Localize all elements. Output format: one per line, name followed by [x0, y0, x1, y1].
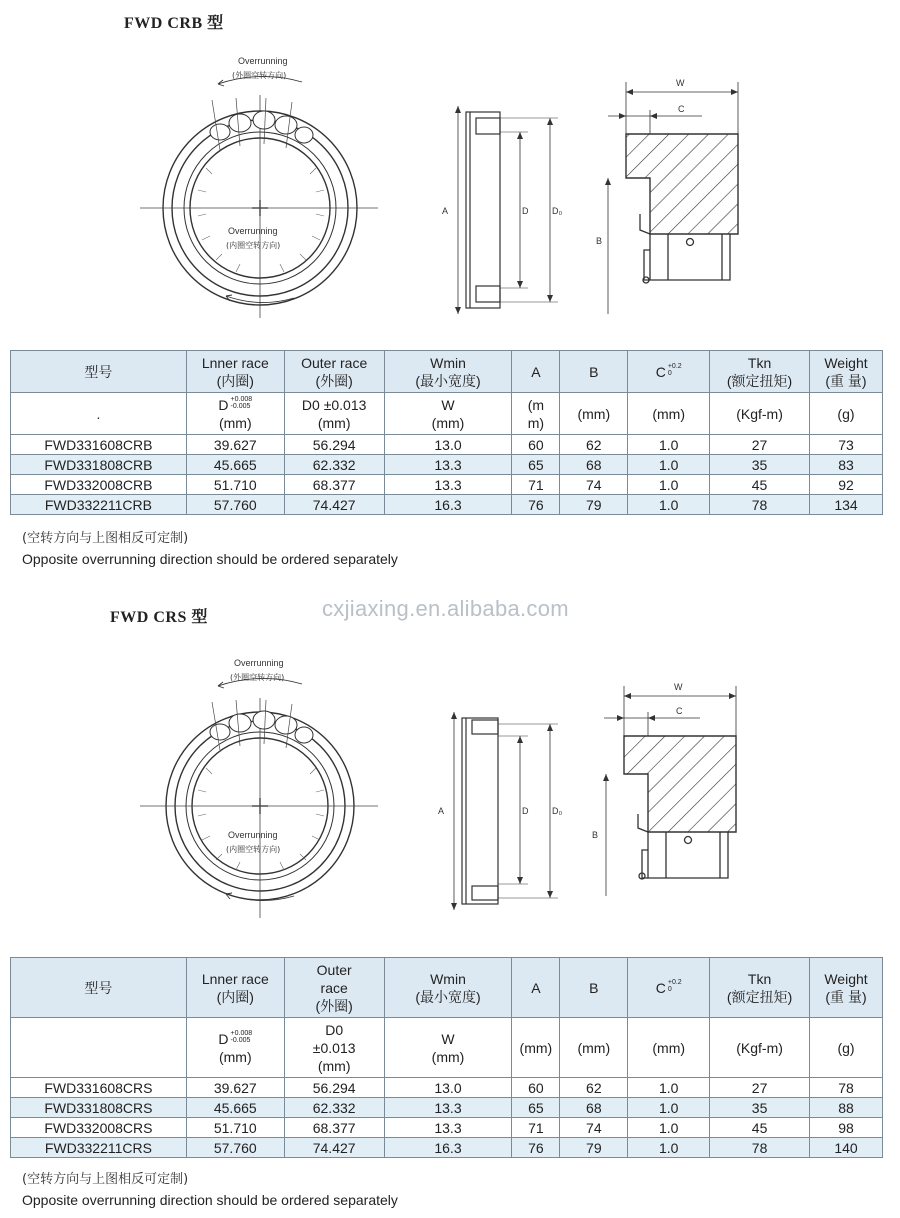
table-row	[11, 495, 883, 515]
dim-w-label-2: W	[674, 682, 683, 692]
cell-c: 1.0	[628, 455, 710, 475]
cell-model: FWD331608CRS	[11, 1078, 187, 1098]
unit-w-2	[384, 1018, 512, 1078]
section-title-crs: FWD CRS 型	[110, 609, 208, 626]
table-row	[11, 475, 883, 495]
col-tkn-cn-2: (额定扭矩)	[726, 988, 793, 1005]
cell-w: 13.3	[384, 1098, 512, 1118]
table-row	[11, 1138, 883, 1158]
unit-w-label-2: W	[441, 1030, 455, 1047]
unit-c-2: (mm)	[628, 1018, 710, 1078]
col-inner-race	[186, 351, 284, 393]
cell-a: 65	[512, 1098, 560, 1118]
cell-w: 13.3	[384, 1118, 512, 1138]
cell-model: FWD331808CRB	[11, 455, 187, 475]
cell-b: 74	[560, 1118, 628, 1138]
unit-w-mm: (mm)	[431, 414, 465, 431]
table-row	[11, 435, 883, 455]
cell-tkn: 78	[710, 1138, 810, 1158]
cell-inner: 51.710	[186, 1118, 284, 1138]
dim-c-label-2: C	[676, 706, 683, 716]
cell-outer: 56.294	[284, 435, 384, 455]
dim-b-label-2: B	[592, 830, 599, 840]
col-wmin-cn-2: (最小宽度)	[415, 988, 481, 1005]
overrun-outer-label: Overrunning	[238, 56, 288, 66]
unit-inner-d: D	[218, 396, 229, 413]
unit-model: .	[11, 393, 187, 435]
cell-b: 62	[560, 435, 628, 455]
cell-tkn: 35	[710, 1098, 810, 1118]
col-a: A	[512, 351, 560, 393]
dim-b-label: B	[596, 236, 603, 246]
col-model: 型号	[11, 351, 187, 393]
unit-a-2: m)	[527, 414, 545, 431]
unit-inner-mm-2: (mm)	[218, 1048, 252, 1065]
unit-a	[512, 393, 560, 435]
note-en: Opposite overrunning direction should be ordered separately	[22, 551, 398, 567]
col-inner-label-2: Lnner race	[201, 970, 269, 987]
col-c-tol-lo-2: 0	[667, 985, 672, 993]
unit-tkn: (Kgf-m)	[710, 393, 810, 435]
unit-c: (mm)	[628, 393, 710, 435]
col-tkn-label: Tkn	[747, 354, 772, 371]
cell-outer: 56.294	[284, 1078, 384, 1098]
cell-c: 1.0	[628, 1098, 710, 1118]
cell-w: 13.3	[384, 455, 512, 475]
unit-inner-mm: (mm)	[218, 414, 252, 431]
cell-outer: 74.427	[284, 1138, 384, 1158]
cell-inner: 57.760	[186, 1138, 284, 1158]
col-model-2: 型号	[11, 958, 187, 1018]
unit-inner-tol-lo: -0.005	[230, 402, 251, 410]
overrun-inner-label: Overrunning	[228, 226, 278, 236]
unit-outer-mm-2: (mm)	[317, 1057, 351, 1074]
note-cn-2: (空转方向与上图相反可定制)	[22, 1172, 189, 1187]
cell-w: 16.3	[384, 495, 512, 515]
col-outer-race	[284, 351, 384, 393]
col-c-tol-lo: 0	[667, 369, 672, 377]
unit-a-1: (m	[527, 396, 545, 413]
unit-inner	[186, 393, 284, 435]
cell-b: 74	[560, 475, 628, 495]
spec-table-crb	[10, 350, 883, 515]
col-weight-cn: (重 量)	[825, 372, 867, 389]
unit-weight-2: (g)	[810, 1018, 883, 1078]
col-tkn	[710, 351, 810, 393]
dim-d-label-2: D	[522, 806, 529, 816]
col-wmin-cn: (最小宽度)	[415, 372, 481, 389]
note-crb	[22, 527, 398, 569]
cell-a: 76	[512, 495, 560, 515]
cell-inner: 57.760	[186, 495, 284, 515]
dim-w-label: W	[676, 78, 685, 88]
table-row	[11, 455, 883, 475]
col-b: B	[560, 351, 628, 393]
col-outer-race-2	[284, 958, 384, 1018]
unit-outer-d0-2: D0	[325, 1021, 344, 1038]
cell-model: FWD332008CRB	[11, 475, 187, 495]
unit-outer-2	[284, 1018, 384, 1078]
unit-w-label: W	[441, 396, 455, 413]
cell-w: 16.3	[384, 1138, 512, 1158]
col-outer-label: Outer race	[301, 354, 368, 371]
col-tkn-2	[710, 958, 810, 1018]
cell-weight: 140	[810, 1138, 883, 1158]
unit-outer	[284, 393, 384, 435]
cell-weight: 134	[809, 495, 882, 515]
col-outer-cn: (外圈)	[315, 372, 353, 389]
unit-outer-mm: (mm)	[317, 414, 351, 431]
cell-outer: 62.332	[284, 1098, 384, 1118]
cell-b: 62	[560, 1078, 628, 1098]
unit-outer-d0: D0 ±0.013	[301, 396, 367, 413]
col-c-tol-hi-2: +0.2	[667, 978, 682, 986]
cell-b: 68	[560, 1098, 628, 1118]
cell-outer: 74.427	[284, 495, 384, 515]
unit-weight: (g)	[809, 393, 882, 435]
cell-a: 71	[512, 475, 560, 495]
table-row	[11, 1098, 883, 1118]
dim-a-label: A	[442, 206, 449, 216]
unit-tkn-2: (Kgf-m)	[710, 1018, 810, 1078]
col-b-2: B	[560, 958, 628, 1018]
dim-a-label-2: A	[438, 806, 445, 816]
col-weight-cn-2: (重 量)	[825, 988, 867, 1005]
cell-weight: 78	[810, 1078, 883, 1098]
overrun-outer-cn: (外圈空转方向)	[232, 71, 287, 80]
note-crs	[22, 1168, 398, 1210]
front-view-crs	[140, 656, 380, 918]
cell-b: 79	[560, 495, 628, 515]
col-inner-race-2	[186, 958, 284, 1018]
unit-w-mm-2: (mm)	[431, 1048, 465, 1065]
watermark: cxjiaxing.en.alibaba.com	[322, 596, 569, 621]
cell-a: 60	[512, 1078, 560, 1098]
section-view-crb	[590, 74, 740, 314]
col-wmin-label-2: Wmin	[430, 970, 466, 987]
unit-model-2	[11, 1018, 187, 1078]
dim-c-label: C	[678, 104, 685, 114]
col-wmin-2	[384, 958, 512, 1018]
cell-a: 76	[512, 1138, 560, 1158]
overrun-inner-cn-2: (内圈空转方向)	[226, 845, 281, 854]
cell-weight: 88	[810, 1098, 883, 1118]
spec-table-crs	[10, 957, 883, 1158]
col-c	[628, 351, 710, 393]
section-view-crs	[584, 678, 740, 898]
section-title-crb: FWD CRB 型	[124, 15, 224, 32]
col-c-label-2: C	[655, 979, 666, 996]
overrun-outer-cn-2: (外圈空转方向)	[230, 673, 285, 682]
cell-tkn: 45	[710, 475, 810, 495]
unit-w	[384, 393, 512, 435]
cell-tkn: 45	[710, 1118, 810, 1138]
cell-model: FWD332211CRB	[11, 495, 187, 515]
cell-a: 65	[512, 455, 560, 475]
note-en-2: Opposite overrunning direction should be ordered separately	[22, 1192, 398, 1208]
cell-c: 1.0	[628, 1118, 710, 1138]
note-cn: (空转方向与上图相反可定制)	[22, 531, 189, 546]
cell-inner: 39.627	[186, 1078, 284, 1098]
table-header-row-2	[11, 958, 883, 1018]
col-inner-cn: (内圈)	[216, 372, 254, 389]
cell-inner: 45.665	[186, 1098, 284, 1118]
col-weight-2	[810, 958, 883, 1018]
col-weight-label-2: Weight	[824, 970, 868, 987]
cell-w: 13.0	[384, 1078, 512, 1098]
cell-weight: 73	[809, 435, 882, 455]
cell-weight: 98	[810, 1118, 883, 1138]
dim-d0-label: D₀	[552, 206, 563, 216]
unit-outer-tol-2: ±0.013	[312, 1039, 356, 1056]
cell-c: 1.0	[628, 1078, 710, 1098]
col-weight	[809, 351, 882, 393]
front-view-crb	[140, 50, 380, 320]
cell-b: 68	[560, 455, 628, 475]
unit-inner-d-2: D	[218, 1030, 229, 1047]
cell-a: 60	[512, 435, 560, 455]
cell-model: FWD331808CRS	[11, 1098, 187, 1118]
cell-tkn: 27	[710, 435, 810, 455]
overrun-inner-label-2: Overrunning	[228, 830, 278, 840]
col-wmin	[384, 351, 512, 393]
table-row	[11, 1118, 883, 1138]
table-header-row	[11, 351, 883, 393]
cell-model: FWD331608CRB	[11, 435, 187, 455]
table-units-row	[11, 393, 883, 435]
overrun-outer-label-2: Overrunning	[234, 658, 284, 668]
col-inner-cn-2: (内圈)	[216, 988, 254, 1005]
col-outer-label-2: Outer	[316, 961, 352, 978]
overrun-inner-cn: (内圈空转方向)	[226, 241, 281, 250]
cell-w: 13.3	[384, 475, 512, 495]
cell-c: 1.0	[628, 435, 710, 455]
dim-d0-label-2: D₀	[552, 806, 562, 816]
unit-inner-tol-lo-2: -0.005	[230, 1036, 251, 1044]
cell-model: FWD332211CRS	[11, 1138, 187, 1158]
cell-tkn: 27	[710, 1078, 810, 1098]
cell-c: 1.0	[628, 1138, 710, 1158]
cell-outer: 68.377	[284, 1118, 384, 1138]
unit-a-2: (mm)	[512, 1018, 560, 1078]
unit-inner-tol-hi: +0.008	[230, 395, 253, 403]
cell-w: 13.0	[384, 435, 512, 455]
cell-model: FWD332008CRS	[11, 1118, 187, 1138]
col-c-label: C	[655, 363, 666, 380]
cell-tkn: 78	[710, 495, 810, 515]
col-c-tol-hi: +0.2	[667, 362, 682, 370]
col-outer-cn-2: (外圈)	[315, 997, 353, 1014]
unit-b: (mm)	[560, 393, 628, 435]
unit-inner-2	[186, 1018, 284, 1078]
side-view-crs	[432, 710, 562, 910]
table-units-row-2	[11, 1018, 883, 1078]
table-row	[11, 1078, 883, 1098]
unit-inner-tol-hi-2: +0.008	[230, 1029, 253, 1037]
cell-inner: 51.710	[186, 475, 284, 495]
col-weight-label: Weight	[824, 354, 868, 371]
cell-weight: 92	[809, 475, 882, 495]
cell-c: 1.0	[628, 475, 710, 495]
col-outer-label-2b: race	[320, 979, 348, 996]
cell-c: 1.0	[628, 495, 710, 515]
cell-inner: 39.627	[186, 435, 284, 455]
cell-b: 79	[560, 1138, 628, 1158]
cell-a: 71	[512, 1118, 560, 1138]
col-c-2	[628, 958, 710, 1018]
cell-weight: 83	[809, 455, 882, 475]
unit-b-2: (mm)	[560, 1018, 628, 1078]
col-inner-label: Lnner race	[201, 354, 269, 371]
cell-outer: 62.332	[284, 455, 384, 475]
cell-outer: 68.377	[284, 475, 384, 495]
side-view-crb	[436, 104, 566, 314]
col-tkn-cn: (额定扭矩)	[726, 372, 793, 389]
col-a-2: A	[512, 958, 560, 1018]
cell-inner: 45.665	[186, 455, 284, 475]
cell-tkn: 35	[710, 455, 810, 475]
col-wmin-label: Wmin	[430, 354, 466, 371]
dim-d-label: D	[522, 206, 529, 216]
col-tkn-label-2: Tkn	[747, 970, 772, 987]
